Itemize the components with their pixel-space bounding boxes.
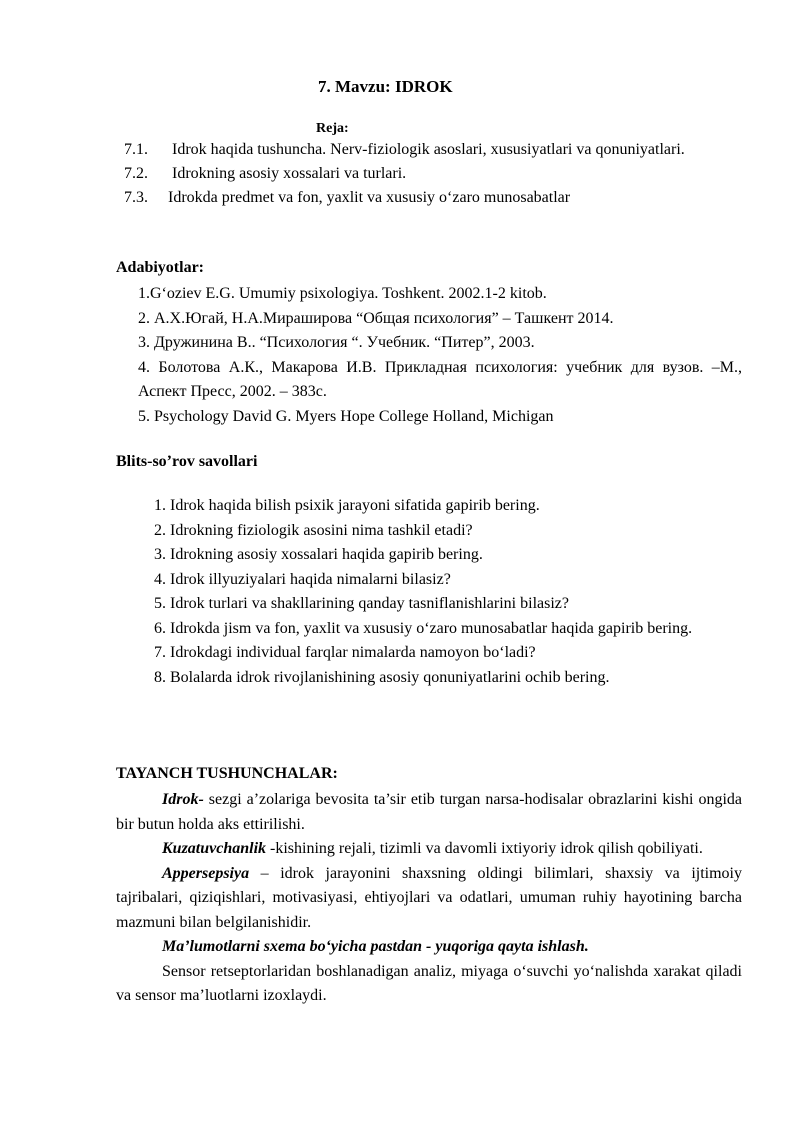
concept-term: Appersepsiya <box>162 864 250 882</box>
reference-item: 2. А.Х.Югай, Н.А.Мираширова “Общая психология” – Ташкент 2014. <box>138 309 614 327</box>
concept-definition: – idrok jarayonini shaxsning oldingi bilimlari, shaxsiy va ijtimoiy tajribalari, qiziqishlari, motivasiyasi, ehtiyojlari va odatlari, umuman ruhiy hayotining barcha mazmuni bilan belgilanishidir. <box>116 864 742 931</box>
references-heading: Adabiyotlar: <box>116 259 204 276</box>
concept-definition: -kishining rejali, tizimli va davomli ixtiyoriy idrok qilish qobiliyati. <box>266 840 703 857</box>
question-item: 2. Idrokning fiziologik asosini nima tashkil etadi? <box>154 521 473 539</box>
plan-item-number: 7.3. <box>124 189 148 206</box>
concept-paragraph <box>116 788 742 837</box>
concept-paragraph <box>116 837 742 862</box>
plan-item-text: Idrok haqida tushuncha. Nerv-fiziologik asoslari, xususiyatlari va qonuniyatlari. <box>172 141 685 158</box>
question-item: 8. Bolalarda idrok rivojlanishining asosiy qonuniyatlarini ochib bering. <box>154 668 610 686</box>
plan-item-number: 7.2. <box>124 165 148 182</box>
concept-paragraph <box>116 960 742 1009</box>
concept-term: Kuzatuvchanlik <box>162 840 267 857</box>
question-item: 6. Idrokda jism va fon, yaxlit va xususiy o‘zaro munosabatlar haqida gapirib bering. <box>154 619 693 637</box>
concept-paragraph <box>116 862 742 936</box>
plan-item <box>116 162 742 186</box>
question-item: 7. Idrokdagi individual farqlar nimalarda namoyon bo‘ladi? <box>154 644 536 661</box>
question-item: 5. Idrok turlari va shakllarining qanday tasniflanishlarini bilasiz? <box>154 595 569 612</box>
page-title: 7. Mavzu: IDROK <box>318 77 453 96</box>
concept-term: Ma’lumotlarni sxema bo‘yicha pastdan - yuqoriga qayta ishlash. <box>162 938 589 955</box>
questions-list <box>116 494 742 690</box>
concept-term: Idrok- <box>162 791 204 808</box>
plan-item <box>116 138 742 162</box>
question-item: 1. Idrok haqida bilish psixik jarayoni sifatida gapirib bering. <box>154 497 540 514</box>
reference-item: 5. Psychology David G. Myers Hope College Holland, Michigan <box>138 407 554 425</box>
concept-definition: sezgi a’zolariga bevosita ta’sir etib turgan narsa-hodisalar obrazlarini kishi ongida bir butun holda aks ettirilishi. <box>116 791 742 833</box>
questions-heading: Blits-so’rov savollari <box>116 453 258 470</box>
plan-item-number: 7.1. <box>124 141 148 158</box>
concept-definition: Sensor retseptorlaridan boshlanadigan analiz, miyaga o‘suvchi yo‘nalishda xarakat qiladi va sensor ma’luotlarni izoxlaydi. <box>116 962 742 1004</box>
concepts-heading: TAYANCH TUSHUNCHALAR: <box>116 765 338 782</box>
question-item: 4. Idrok illyuziyalari haqida nimalarni bilasiz? <box>154 570 451 588</box>
reference-item: 1.G‘oziev E.G. Umumiy psixologiya. Toshkent. 2002.1-2 kitob. <box>138 285 547 302</box>
question-item: 3. Idrokning asosiy xossalari haqida gapirib bering. <box>154 546 483 563</box>
reference-item: 3. Дружинина В.. “Психология “. Учебник. “Питер”, 2003. <box>138 334 535 351</box>
references-list <box>138 282 742 429</box>
plan-item <box>116 186 742 210</box>
plan-item-text: Idrokda predmet va fon, yaxlit va xususiy o‘zaro munosabatlar <box>168 189 571 206</box>
concept-paragraph <box>116 935 742 960</box>
plan-item-text: Idrokning asosiy xossalari va turlari. <box>172 165 407 182</box>
plan-label: Reja: <box>316 121 349 136</box>
reference-item: 4. Болотова А.К., Макарова И.В. Прикладная психология: учебник для вузов. –М., Аспект Пресс, 2002. – 383с. <box>138 358 742 400</box>
concepts-list <box>116 788 742 1009</box>
plan-list <box>116 138 742 210</box>
